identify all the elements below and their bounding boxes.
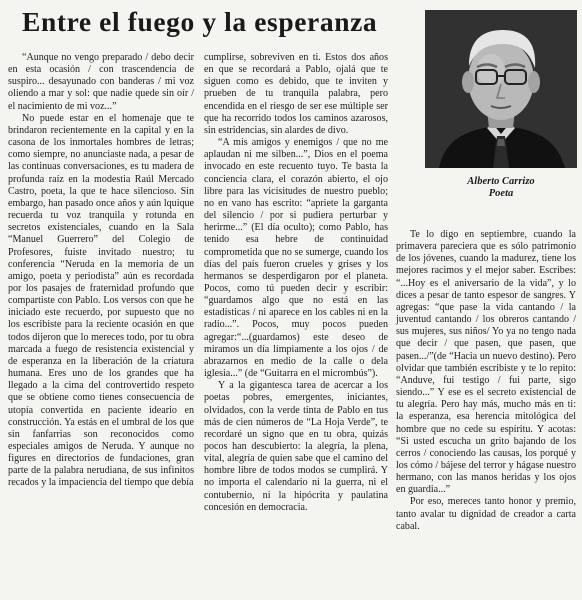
article-column-3 bbox=[396, 229, 576, 533]
caption-name: Alberto Carrizo bbox=[467, 176, 535, 187]
paragraph: Por eso, mereces tanto honor y premio, tanto avalar tu dignidad de creador a carta cabal. bbox=[396, 496, 576, 532]
article-title: Entre el fuego y la esperanza bbox=[22, 6, 378, 37]
paragraph: Te lo digo en septiembre, cuando la primavera pareciera que es sólo patrimonio de los jóvenes, cuando la madurez, tiene los mejores racimos y el mejor saber. Escribes: “...Hoy es el aniversario de la vida”, y lo dices a pesar de tanto espesor de sangres. Y agregas: “que pase la vida cantando / la juventud cantando / los obreros cantando / sus mujeres, sus niños/ Yo ya no tengo nada que decir / que pasen, que pasen, que pasen.../”(de “Hacia un nuevo destino). Pero olvidar que también escribiste y te lo repito: “Anduve, fui testigo / fui parte, sigo siendo...” Y ese es el secreto existencial de tu alegría. Pero hay más, mucho más en ti: la esperanza, esa herencia mitológica del hombre que no cede su espíritu. Y acotas: “Si usted escucha un grito bajando de los cerros / conociendo las causas, los porqué y los cómo / bájese del terror y hágase nuestro hermano, con las manos heridas y los ojos en guardia...” bbox=[396, 229, 576, 496]
paragraph: cumplirse, sobreviven en ti. Estos dos años en que se recordará a Pablo, ojalá que te siguen como es debido, que te inviten y prueben de tu tranquila palabra, pero encendida en el riesgo de ser ese múltiple ser que ha recorrido todos los caminos azarosos, sin estridencias, sin alardes de divo. bbox=[204, 52, 388, 136]
author-photo bbox=[425, 10, 577, 168]
paragraph: “Aunque no vengo preparado / debo decir en esta ocasión / con trascendencia de suspiro... desayunado con banderas / mi voz oliendo a mar y sol: que nadie quede sin oír / el nacimiento de mi voz...” bbox=[8, 52, 194, 112]
paragraph: Y a la gigantesca tarea de acercar a los poetas pobres, emergentes, iniciantes, olvidados, con la verde tinta de Pablo en tus más de cien números de “La Hoja Verde”, te recordaré un signo que en tu obra, quizás pocos han descubierto: la alegría, la plena, vital, alegría de quien sabe que el camino del hombre libre de todos modos se cumplirá. Y no importa el calendario ni la guerra, ni el contubernio, ni la hipócrita y paulatina concesión en democracia. bbox=[204, 380, 388, 513]
article-column-2 bbox=[204, 52, 388, 514]
photo-caption bbox=[425, 176, 577, 200]
paragraph: “A mis amigos y enemigos / que no me aplaudan ni me silben...”, Dios en el poema invocado en este recuento tuyo. Te basta la conciencia clara, el corazón abierto, el ojo libre para las vicisitudes de nuestro pueblo; no en vano has escrito: “apriete la garganta del silencio / por si pudiera perturbar y herirme...” (El día oculto); como Pablo, has tenido esa hebre de continuidad comprometida que no se sumerge, cuando los días del país fueron crueles y grises y los hermanos se desperdigaron por el planeta. Pocos, como tú pueden decir y escribir: “guardamos algo que no está en las estadísticas / ni aparece en los cables ni en la radio...”. Pocos, muy pocos pueden agregar:“...(guardamos) este deseo de miramos un día límpiamente a los ojos / de abrazarnos en medio de la calle o dela iglesia...” (de “Guitarra en el micrombús”). bbox=[204, 137, 388, 380]
article-column-1 bbox=[8, 52, 194, 490]
caption-role: Poeta bbox=[488, 188, 514, 199]
paragraph: No puede estar en el homenaje que te brindaron recientemente en la capital y en la casona de los inmortales hombres de letras; como siempre, no anunciaste nada, a pesar de las continuas conversaciones, es tu madera de profunda raíz en la modestia Raúl Mercado Castro, poeta, la que te hace silencioso. Sin embargo, han pasado once años y aún lquique recuerda tu voz tranquila y rotunda en secretos existenciales, cuando en la Sala “Manuel Guerrero” del Colegio de Profesores, fuiste invitado nuestro; tu conferencia “Neruda en la memoria de un amigo, poeta y periodista” aún es recordada por los pasajes de fraternidad profundo que compartiste con Pablo. Los versos con que he iniciado este recuerdo, por supuesto que no los escribiste para la reciente ocasión en que todos dijeron que lo mereces todo, por tu obra marcada a fuego de resistencia existencial y de esperanza en la liberación de la criatura humana. Eres uno de los grandes que ha llegado a la cima del controvertido respeto que se obtiene como tienes consecuencia de utopía convertida en paciente ideario en construcción. Ya estás en el umbral de los que sin fanfarrias son reconocidos como especiales amigos de Neruda. Y aunque no figures en directorios de fundaciones, gran parte de la palabra nerudiana, de sus infinitos recados y la impaciencia del tiempo que debía bbox=[8, 112, 194, 489]
